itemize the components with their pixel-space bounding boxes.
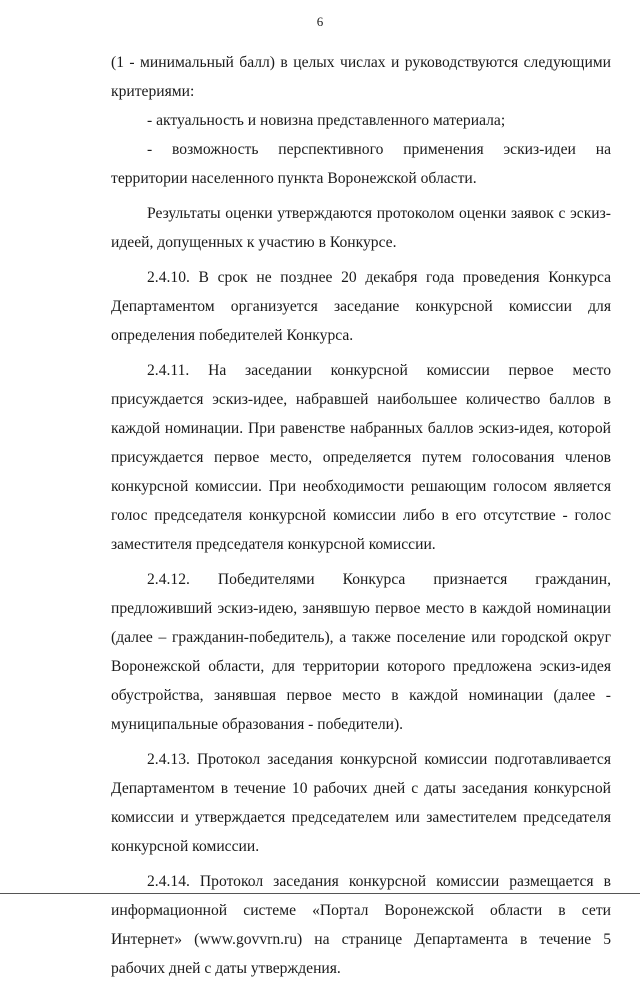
paragraph-evaluation-results: Результаты оценки утверждаются протоколом оценки заявок с эскиз-идеей, допущенных к участию в Конкурсе.	[111, 205, 611, 251]
paragraph-2-4-12: 2.4.12. Победителями Конкурса признается гражданин, предложивший эскиз-идею, занявшую первое место в каждой номинации (далее – гражданин-победитель), а также поселение или городской округ Воронежской области, для территории которого предложена эскиз-идея обустройства, занявшая первое место в каждой номинации (далее - муниципальные образования - победители).	[111, 571, 611, 733]
paragraph-criterion-relevance: - актуальность и новизна представленного материала;	[147, 112, 506, 129]
paragraph-2-4-14: 2.4.14. Протокол заседания конкурсной комиссии размещается в информационной системе «Портал Воронежской области в сети Интернет» (www.govvrn.ru) на странице Департамента в течение 5 рабочих дней с даты утверждения.	[111, 873, 611, 977]
page-number: 6	[316, 14, 324, 29]
paragraph-criterion-applicability: - возможность перспективного применения эскиз-идеи на территории населенного пункта Воронежской области.	[111, 141, 611, 187]
paragraph-2-4-10: 2.4.10. В срок не позднее 20 декабря года проведения Конкурса Департаментом организуется заседание конкурсной комиссии для определения победителей Конкурса.	[111, 269, 611, 344]
document-body	[111, 48, 611, 983]
paragraph-2-4-11: 2.4.11. На заседании конкурсной комиссии первое место присуждается эскиз-идее, набравшей наибольшее количество баллов в каждой номинации. При равенстве набранных баллов эскиз-идея, которой присуждается первое место, определяется путем голосования членов конкурсной комиссии. При необходимости решающим голосом является голос председателя конкурсной комиссии либо в его отсутствие - голос заместителя председателя конкурсной комиссии.	[111, 362, 611, 553]
footer-divider	[0, 893, 640, 894]
paragraph-criteria-intro: (1 - минимальный балл) в целых числах и руководствуются следующими критериями:	[111, 54, 611, 100]
paragraph-2-4-13: 2.4.13. Протокол заседания конкурсной комиссии подготавливается Департаментом в течение 10 рабочих дней с даты заседания конкурсной комиссии и утверждается председателем или заместителем председателя конкурсной комиссии.	[111, 751, 611, 855]
